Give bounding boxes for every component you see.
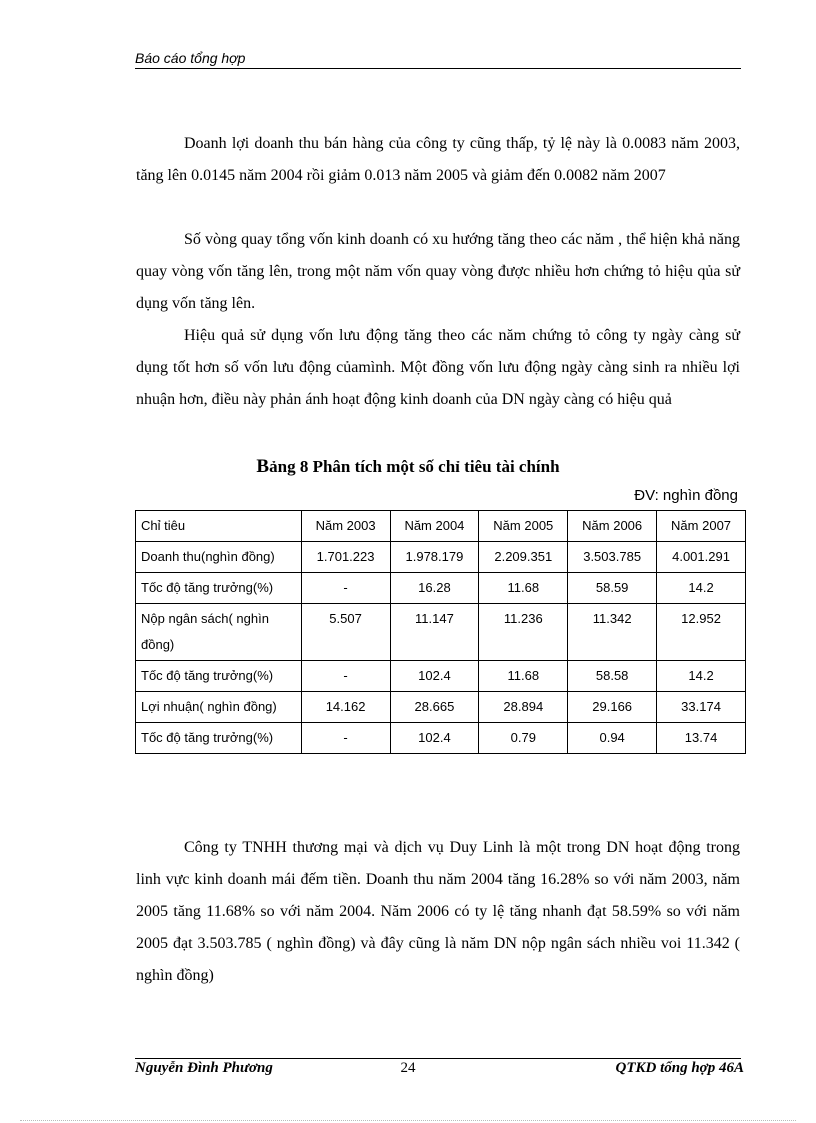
header-cell: Năm 2003	[301, 511, 390, 542]
financial-table	[135, 510, 746, 754]
table-cell: 11.68	[479, 573, 568, 604]
row-label: Nộp ngân sách( nghìn đồng)	[136, 604, 302, 661]
table-row	[136, 604, 746, 661]
table-cell: 12.952	[657, 604, 746, 661]
table-header-row	[136, 511, 746, 542]
table-cell: -	[301, 661, 390, 692]
table-cell: -	[301, 723, 390, 754]
row-label: Tốc độ tăng trưởng(%)	[136, 723, 302, 754]
page-number: 24	[400, 1060, 416, 1076]
table-caption-text: ảng 8 Phân tích một số chỉ tiêu tài chính	[269, 457, 560, 476]
table-cell: 14.162	[301, 692, 390, 723]
paragraph-1: Doanh lợi doanh thu bán hàng của công ty cũng thấp, tỷ lệ này là 0.0083 năm 2003, tăng lên 0.0145 năm 2004 rồi giảm 0.013 năm 2005 và giảm đến 0.0082 năm 2007	[136, 135, 740, 184]
table-cell: 3.503.785	[568, 542, 657, 573]
table-row	[136, 661, 746, 692]
table-cell: 13.74	[657, 723, 746, 754]
table-caption-initial: B	[256, 456, 270, 477]
table-row	[136, 692, 746, 723]
table-cell: 1.978.179	[390, 542, 479, 573]
table-cell: 58.58	[568, 661, 657, 692]
footer-author: Nguyễn Đình Phương	[135, 1060, 273, 1076]
page-bottom-border	[20, 1120, 796, 1121]
table-cell: 0.79	[479, 723, 568, 754]
table-unit: ĐV: nghìn đồng	[634, 487, 738, 504]
table-cell: 11.147	[390, 604, 479, 661]
row-label: Lợi nhuận( nghìn đồng)	[136, 692, 302, 723]
header-cell: Năm 2005	[479, 511, 568, 542]
table-cell: 28.665	[390, 692, 479, 723]
table-cell: 14.2	[657, 661, 746, 692]
header-cell: Năm 2007	[657, 511, 746, 542]
table-cell: 58.59	[568, 573, 657, 604]
table-cell: 0.94	[568, 723, 657, 754]
table-cell: 5.507	[301, 604, 390, 661]
table-cell: 11.68	[479, 661, 568, 692]
footer-class: QTKD tổng hợp 46A	[615, 1060, 744, 1076]
table-cell: 4.001.291	[657, 542, 746, 573]
table-row	[136, 542, 746, 573]
table-cell: 11.342	[568, 604, 657, 661]
header-title: Báo cáo tổng hợp	[135, 50, 246, 66]
table-cell: 11.236	[479, 604, 568, 661]
table-cell: 28.894	[479, 692, 568, 723]
table-cell: -	[301, 573, 390, 604]
paragraph-3: Hiệu quả sử dụng vốn lưu động tăng theo các năm chứng tỏ công ty ngày càng sử dụng tốt hơn số vốn lưu động củamình. Một đồng vốn lưu động ngày càng sinh ra nhiều lợi nhuận hơn, điều này phản ánh hoạt động kinh doanh của DN ngày càng có hiệu quả	[136, 327, 740, 408]
header-cell: Năm 2004	[390, 511, 479, 542]
table-cell: 33.174	[657, 692, 746, 723]
table-cell: 102.4	[390, 723, 479, 754]
row-label: Doanh thu(nghìn đồng)	[136, 542, 302, 573]
table-row	[136, 723, 746, 754]
paragraph-4: Công ty TNHH thương mại và dịch vụ Duy Linh là một trong DN hoạt động trong linh vực kinh doanh mái đếm tiền. Doanh thu năm 2004 tăng 16.28% so với năm 2003, năm 2005 tăng 11.68% so với năm 2004. Năm 2006 có ty lệ tăng nhanh đạt 58.59% so với năm 2005 đạt 3.503.785 ( nghìn đồng) và đây cũng là năm DN nộp ngân sách nhiều voi 11.342 ( nghìn đồng)	[136, 839, 740, 984]
paragraph-2: Số vòng quay tổng vốn kinh doanh có xu hướng tăng theo các năm , thể hiện khả năng quay vòng vốn tăng lên, trong một năm vốn quay vòng được nhiều hơn chứng tỏ hiệu qủa sử dụng vốn tăng lên.	[136, 231, 740, 312]
row-label: Tốc độ tăng trưởng(%)	[136, 661, 302, 692]
header-cell: Chỉ tiêu	[136, 511, 302, 542]
table-cell: 29.166	[568, 692, 657, 723]
table-cell: 14.2	[657, 573, 746, 604]
header-divider	[135, 68, 741, 69]
footer-divider	[135, 1058, 741, 1059]
row-label: Tốc độ tăng trưởng(%)	[136, 573, 302, 604]
table-caption	[0, 456, 816, 478]
table-cell: 102.4	[390, 661, 479, 692]
table-cell: 1.701.223	[301, 542, 390, 573]
table-cell: 16.28	[390, 573, 479, 604]
table-cell: 2.209.351	[479, 542, 568, 573]
header-cell: Năm 2006	[568, 511, 657, 542]
table-row	[136, 573, 746, 604]
